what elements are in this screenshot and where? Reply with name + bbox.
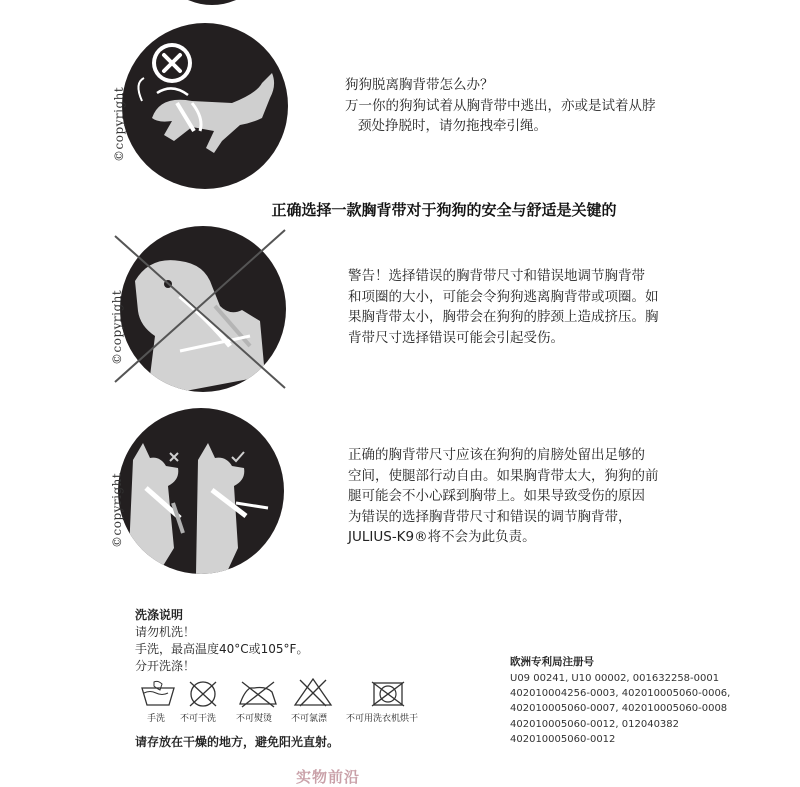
paragraph-line: 万一你的狗狗试着从胸背带中逃出，亦或是试着从脖: [345, 97, 656, 114]
care-line: 手洗，最高温度40°C或105°F。: [135, 642, 309, 656]
correct-size-illustration-circle: [118, 408, 284, 574]
no-dry-clean-label: 不可干洗: [180, 714, 217, 724]
paragraph-line: 果胸背带太小，胸带会在狗狗的脖颈上造成挤压。胸: [348, 309, 659, 325]
hand-wash-label: 手洗: [147, 714, 166, 724]
watermark-text: 实物前沿: [296, 768, 361, 786]
top-partial-circle: [152, 0, 272, 5]
care-line: 分开洗涤！: [135, 659, 196, 673]
no-iron-label: 不可熨烫: [236, 714, 273, 724]
storage-note: 请存放在干燥的地方，避免阳光直射。: [135, 735, 340, 749]
warning-paragraph: [348, 266, 659, 348]
paragraph-line: JULIUS-K9®将不会为此负责。: [348, 529, 536, 545]
no-bleach-label: 不可氯漂: [291, 714, 328, 724]
escape-paragraph: [345, 75, 656, 137]
no-tumble-dry-label: 不可用洗衣机烘干: [346, 714, 419, 724]
paragraph-line: 为错误的选择胸背带尺寸和错误的调节胸背带，: [348, 508, 632, 525]
no-dry-clean-icon: [186, 680, 220, 708]
patent-numbers: [510, 671, 730, 747]
copyright-mark: ©copyright: [110, 289, 124, 365]
paragraph-line: 空间，使腿部行动自由。如果胸背带太大，狗狗的前: [348, 467, 659, 484]
two-dogs-harness-comparison-illustration: [118, 408, 284, 574]
paragraph-line: 腿可能会不小心踩到胸带上。如果导致受伤的原因: [348, 488, 645, 504]
copyright-mark: ©copyright: [112, 86, 126, 162]
patent-line: 402010005060-0007, 402010005060-0008: [510, 703, 728, 715]
patent-line: 402010005060-0012, 012040382: [510, 718, 680, 730]
correct-size-paragraph: [348, 445, 659, 548]
paragraph-line: 和项圈的大小，可能会令狗狗逃离胸背带或项圈。如: [348, 288, 659, 305]
hand-wash-icon: [138, 680, 178, 708]
care-instructions: [135, 624, 308, 675]
copyright-mark: ©copyright: [110, 472, 124, 548]
care-line: 请勿机洗！: [135, 625, 196, 639]
section-heading: 正确选择一款胸背带对于狗狗的安全与舒适是关键的: [271, 201, 617, 219]
paragraph-line: 背带尺寸选择错误可能会引起受伤。: [348, 329, 564, 346]
patent-line: U09 00241, U10 00002, 001632258-0001: [510, 673, 720, 684]
patent-line: 402010005060-0012: [510, 733, 616, 745]
no-bleach-icon: [292, 677, 334, 707]
patent-title: 欧洲专利局注册号: [510, 656, 594, 668]
care-title: 洗涤说明: [135, 608, 184, 622]
patent-line: 402010004256-0003, 402010005060-0006,: [510, 688, 731, 700]
escape-illustration-circle: [122, 23, 288, 189]
paragraph-line: 正确的胸背带尺寸应该在狗狗的肩膀处留出足够的: [348, 447, 645, 463]
paragraph-line: 颈处挣脱时，请勿拖拽牵引绳。: [358, 118, 547, 134]
paragraph-line: 警告！选择错误的胸背带尺寸和错误地调节胸背带: [348, 268, 645, 284]
dog-escaping-harness-illustration: [122, 23, 288, 189]
no-tumble-dry-icon: [368, 680, 408, 708]
no-iron-icon: [236, 680, 280, 708]
cross-out-mark: [113, 226, 293, 392]
paragraph-line: 狗狗脱离胸背带怎么办？: [345, 77, 494, 93]
